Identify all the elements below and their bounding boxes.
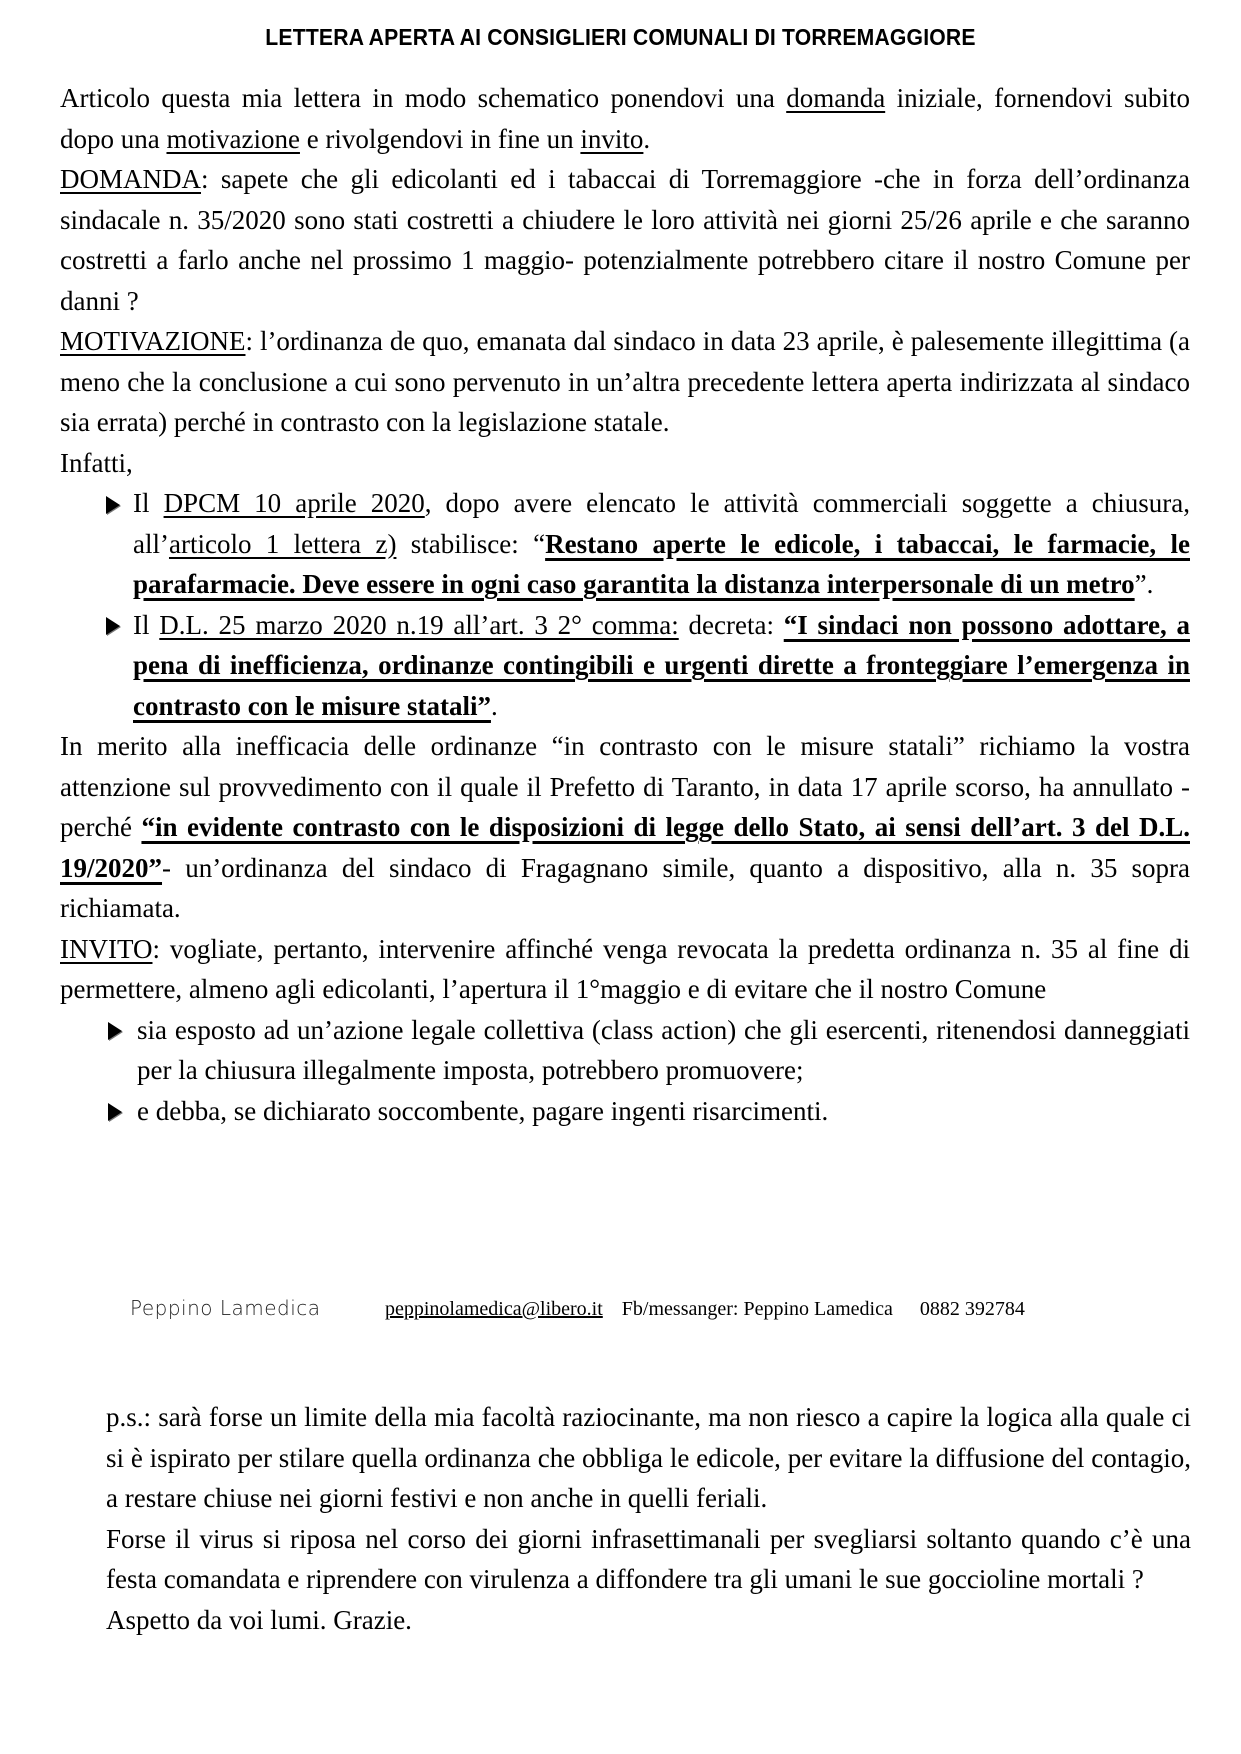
arrowhead-bullet-icon [106,483,120,524]
intro-paragraph [60,78,1190,159]
invito-label: INVITO [60,933,153,964]
invito-list [60,1010,1190,1132]
arrowhead-bullet-icon [108,1091,122,1132]
arrowhead-bullet-icon [106,605,120,646]
dpcm-reference: DPCM 10 aprile 2020 [163,488,425,518]
ps-paragraph: p.s.: sarà forse un limite della mia facoltà raziocinante, ma non riesco a capire la logica alla quale ci si è ispirato per stilare quella ordinanza che obbliga le edicole, per evitare la diffusione del contagio, a restare chiuse nei giorni festivi e non anche in quelli feriali. [106,1402,1191,1513]
signature-name: Peppino Lamedica [130,1296,321,1320]
quoted-law-text: “I sindaci non possono adottare, a pena di inefficienza, ordinanze contingibili e urgenti dirette a fronteggiare l’emergenza in contrasto con le misure statali” [133,609,1190,721]
motivazione-label: MOTIVAZIONE [60,326,246,356]
point-text: , dopo avere elencato le attività commerciali soggette a chiusura, all’ [133,488,1190,559]
motivazione-keyword: motivazione [166,123,300,154]
point-text: decreta: [678,609,784,640]
prefetto-quote: “in evidente contrasto con le disposizioni di legge dello Stato, ai sensi dell’art. 3 del D.L. 19/2020” [60,812,1190,883]
point-text: Il [133,488,164,518]
list-item [60,1091,1190,1132]
point-text: Il [133,609,160,640]
list-item [60,1010,1190,1091]
email-link[interactable]: peppinolamedica@libero.it [385,1298,603,1320]
infatti-line: Infatti, [60,447,133,478]
intro-text: e rivolgendovi in fine un [299,123,581,154]
point-text: . [490,690,498,721]
legal-points-list [60,483,1190,726]
list-item [60,483,1190,605]
invito-text: : vogliate, pertanto, intervenire affinché venga revocata la predetta ordinanza n. 35 al fine di permettere, almeno agli edicolanti, l’apertura il 1°maggio e di evitare che il nostro Comune [60,933,1190,1004]
merito-paragraph [60,726,1190,929]
domanda-label: DOMANDA [60,164,201,194]
page-title: LETTERA APERTA AI CONSIGLIERI COMUNALI DI TORREMAGGIORE [265,24,976,50]
merito-text: In merito alla inefficacia delle ordinanze “in contrasto con le misure statali” richiamo la vostra attenzione sul provvedimento con il quale il Prefetto di Taranto, in data 17 aprile scorso, ha annullato -perché [60,731,1190,842]
intro-text: . [643,123,651,154]
point-text: ”. [1134,569,1154,599]
invito-paragraph [60,929,1190,1010]
dl-reference: D.L. 25 marzo 2020 n.19 all’art. 3 2° comma: [159,609,679,640]
quoted-law-text: Restano aperte le edicole, i tabaccai, le farmacie, le parafarmacie. Deve essere in ogni caso garantita la distanza interpersonale di un metro [133,528,1190,599]
point-text: stabilisce: “ [396,528,546,559]
ps-closing: Aspetto da voi lumi. Grazie. [106,1604,412,1635]
facebook-contact: Fb/messanger: Peppino Lamedica [621,1298,893,1320]
intro-text: iniziale, fornendovi subito dopo una [60,83,1191,154]
arrowhead-bullet-icon [108,1010,122,1051]
merito-text: - un’ordinanza del sindaco di Fragagnano simile, quanto a dispositivo, alla n. 35 sopra richiamata. [60,852,1190,923]
ps-paragraph: Forse il virus si riposa nel corso dei giorni infrasettimanali per svegliarsi soltanto quando c’è una festa comandata e riprendere con virulenza a diffondere tra gli umani le sue goccioline mortali ? [106,1523,1191,1594]
domanda-text: : sapete che gli edicolanti ed i tabaccai di Torremaggiore -che in forza dell’ordinanza sindacale n. 35/2020 sono stati costretti a chiudere le loro attività nei giorni 25/26 aprile e che saranno costretti a farlo anche nel prossimo 1 maggio- potenzialmente potrebbero citare il nostro Comune per danni ? [60,164,1190,316]
postscript [106,1397,1191,1640]
letter-body [60,78,1190,1131]
signature-line [130,1296,1190,1321]
invito-item-text: e debba, se dichiarato soccombente, pagare ingenti risarcimenti. [137,1095,829,1126]
list-item [60,605,1190,727]
domanda-paragraph [60,159,1190,321]
domanda-keyword: domanda [786,83,886,113]
invito-item-text: sia esposto ad un’azione legale collettiva (class action) che gli esercenti, ritenendosi danneggiati per la chiusura illegalmente imposta, potrebbero promuovere; [137,1014,1190,1085]
motivazione-text: : l’ordinanza de quo, emanata dal sindaco in data 23 aprile, è palesemente illegittima (a meno che la conclusione a cui sono pervenuto in un’altra precedente lettera aperta indirizzata al sindaco sia errata) perché in contrasto con la legislazione statale. [60,326,1190,437]
intro-text: Articolo questa mia lettera in modo schematico ponendovi una [60,83,787,113]
invito-keyword: invito [580,123,644,154]
phone-number: 0882 392784 [919,1298,1025,1320]
article-reference: articolo 1 lettera z) [168,528,397,559]
motivazione-paragraph [60,321,1190,443]
